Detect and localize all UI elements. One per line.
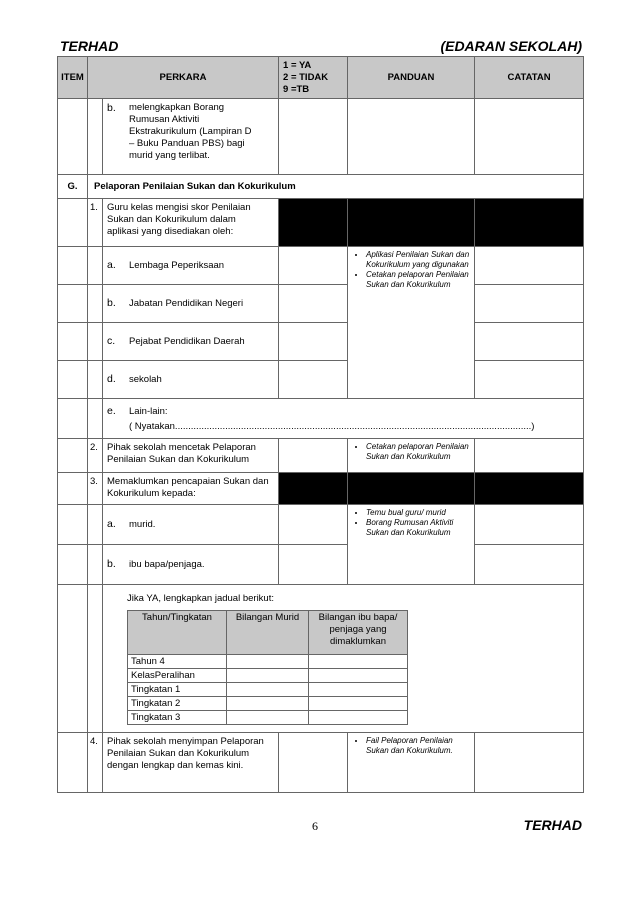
answer-cell[interactable] bbox=[279, 545, 348, 585]
q3-guide: • Temu bual guru/ murid • Borang Rumusan Aktiviti Sukan dan Kokurikulum bbox=[348, 505, 475, 585]
table-row bbox=[58, 585, 584, 733]
blacked-out-cell bbox=[348, 473, 475, 505]
note-cell[interactable] bbox=[475, 505, 584, 545]
page-number: 6 bbox=[312, 819, 318, 833]
col-catatan: CATATAN bbox=[475, 57, 584, 99]
q1-option-e: e. Lain-lain: ( Nyatakan.......................................................................................................................................) bbox=[103, 399, 584, 439]
q1-option-a: a. Lembaga Peperiksaan bbox=[103, 247, 279, 285]
answer-cell[interactable] bbox=[279, 361, 348, 399]
note-cell[interactable] bbox=[475, 285, 584, 323]
q1-option-c: c. Pejabat Pendidikan Daerah bbox=[103, 323, 279, 361]
q3-option-a: a. murid. bbox=[103, 505, 279, 545]
table-row bbox=[58, 99, 584, 175]
table-row bbox=[58, 199, 584, 247]
code-tb: 9 =TB bbox=[283, 83, 310, 95]
sub-col-year: Tahun/Tingkatan bbox=[128, 611, 227, 655]
sub-col-parents: Bilangan ibu bapa/ penjaga yang dimaklumkan bbox=[309, 611, 408, 655]
sub-cell[interactable] bbox=[227, 655, 309, 669]
table-row bbox=[58, 733, 584, 793]
answer-cell[interactable] bbox=[279, 733, 348, 793]
sub-col-students: Bilangan Murid bbox=[227, 611, 309, 655]
table-intro: Jika YA, lengkapkan jadual berikut: bbox=[127, 593, 274, 604]
section-row bbox=[58, 175, 584, 199]
q4-text: Pihak sekolah menyimpan Pelaporan Penilaian Sukan dan Kokurikulum dengan lengkap dan kemas kini. bbox=[103, 733, 279, 793]
sub-row-label: Tingkatan 2 bbox=[128, 697, 227, 711]
q1-guide: • Aplikasi Penilaian Sukan dan Kokurikulum yang digunakan • Cetakan pelaporan Penilaian Sukan dan Kokurikulum bbox=[348, 247, 475, 399]
q2-guide: • Cetakan pelaporan Penilaian Sukan dan Kokurikulum bbox=[348, 439, 475, 473]
col-code bbox=[279, 57, 348, 99]
section-code: G. bbox=[58, 175, 88, 199]
sub-row-label: Tingkatan 3 bbox=[128, 711, 227, 725]
specify-field[interactable]: ( Nyatakan.......................................................................................................................................) bbox=[129, 420, 535, 432]
sub-cell[interactable] bbox=[309, 711, 408, 725]
q1-option-b: b. Jabatan Pendidikan Negeri bbox=[103, 285, 279, 323]
q3-number: 3. bbox=[88, 473, 103, 505]
table-row bbox=[58, 473, 584, 505]
code-ya: 1 = YA bbox=[283, 59, 312, 71]
sub-cell[interactable] bbox=[227, 711, 309, 725]
table-row bbox=[58, 439, 584, 473]
q3-followup bbox=[103, 585, 584, 733]
q4-guide: • Fail Pelaporan Penilaian Sukan dan Kokurikulum. bbox=[348, 733, 475, 793]
table-header-row bbox=[58, 57, 584, 99]
note-cell[interactable] bbox=[475, 361, 584, 399]
q3-option-b: b. ibu bapa/penjaga. bbox=[103, 545, 279, 585]
header-left: TERHAD bbox=[60, 38, 119, 54]
col-perkara: PERKARA bbox=[88, 57, 279, 99]
top-item-label: b. bbox=[107, 102, 116, 114]
sub-cell[interactable] bbox=[309, 683, 408, 697]
code-tidak: 2 = TIDAK bbox=[283, 71, 329, 83]
sub-cell[interactable] bbox=[309, 669, 408, 683]
blacked-out-cell bbox=[475, 199, 584, 247]
parent-notification-table bbox=[127, 610, 408, 725]
note-cell[interactable] bbox=[475, 439, 584, 473]
q1-option-d: d. sekolah bbox=[103, 361, 279, 399]
answer-cell[interactable] bbox=[279, 505, 348, 545]
sub-row-label: Tahun 4 bbox=[128, 655, 227, 669]
section-title: Pelaporan Penilaian Sukan dan Kokurikulum bbox=[88, 175, 584, 199]
blacked-out-cell bbox=[475, 473, 584, 505]
sub-cell[interactable] bbox=[227, 697, 309, 711]
q1-number: 1. bbox=[88, 199, 103, 247]
sub-cell[interactable] bbox=[227, 669, 309, 683]
sub-row-label: KelasPeralihan bbox=[128, 669, 227, 683]
table-row bbox=[58, 285, 584, 323]
col-item: ITEM bbox=[58, 57, 88, 99]
q2-text: Pihak sekolah mencetak Pelaporan Penilaian Sukan dan Kokurikulum bbox=[103, 439, 279, 473]
answer-cell[interactable] bbox=[279, 439, 348, 473]
q3-text: Memaklumkan pencapaian Sukan dan Kokurikulum kepada: bbox=[103, 473, 279, 505]
sub-row-label: Tingkatan 1 bbox=[128, 683, 227, 697]
note-cell[interactable] bbox=[475, 323, 584, 361]
blacked-out-cell bbox=[348, 199, 475, 247]
q2-number: 2. bbox=[88, 439, 103, 473]
q4-number: 4. bbox=[88, 733, 103, 793]
answer-cell[interactable] bbox=[279, 247, 348, 285]
answer-cell[interactable] bbox=[279, 99, 348, 175]
note-cell[interactable] bbox=[475, 99, 584, 175]
table-row bbox=[58, 505, 584, 545]
blacked-out-cell bbox=[279, 199, 348, 247]
header-right: (EDARAN SEKOLAH) bbox=[440, 38, 582, 54]
note-cell[interactable] bbox=[475, 733, 584, 793]
answer-cell[interactable] bbox=[279, 285, 348, 323]
note-cell[interactable] bbox=[475, 247, 584, 285]
table-row bbox=[58, 247, 584, 285]
footer-right: TERHAD bbox=[523, 817, 582, 833]
q1-text: Guru kelas mengisi skor Penilaian Sukan dan Kokurikulum dalam aplikasi yang disediakan oleh: bbox=[103, 199, 279, 247]
top-item-text: b. melengkapkan Borang Rumusan Aktiviti Ekstrakurikulum (Lampiran D – Buku Panduan PBS) bagi murid yang terlibat. bbox=[103, 99, 279, 175]
answer-cell[interactable] bbox=[279, 323, 348, 361]
table-row bbox=[58, 399, 584, 439]
table-row bbox=[58, 361, 584, 399]
note-cell[interactable] bbox=[475, 545, 584, 585]
table-row bbox=[58, 323, 584, 361]
sub-cell[interactable] bbox=[309, 655, 408, 669]
sub-cell[interactable] bbox=[309, 697, 408, 711]
sub-cell[interactable] bbox=[227, 683, 309, 697]
table-row bbox=[58, 545, 584, 585]
blacked-out-cell bbox=[279, 473, 348, 505]
col-panduan: PANDUAN bbox=[348, 57, 475, 99]
audit-table bbox=[57, 56, 584, 793]
